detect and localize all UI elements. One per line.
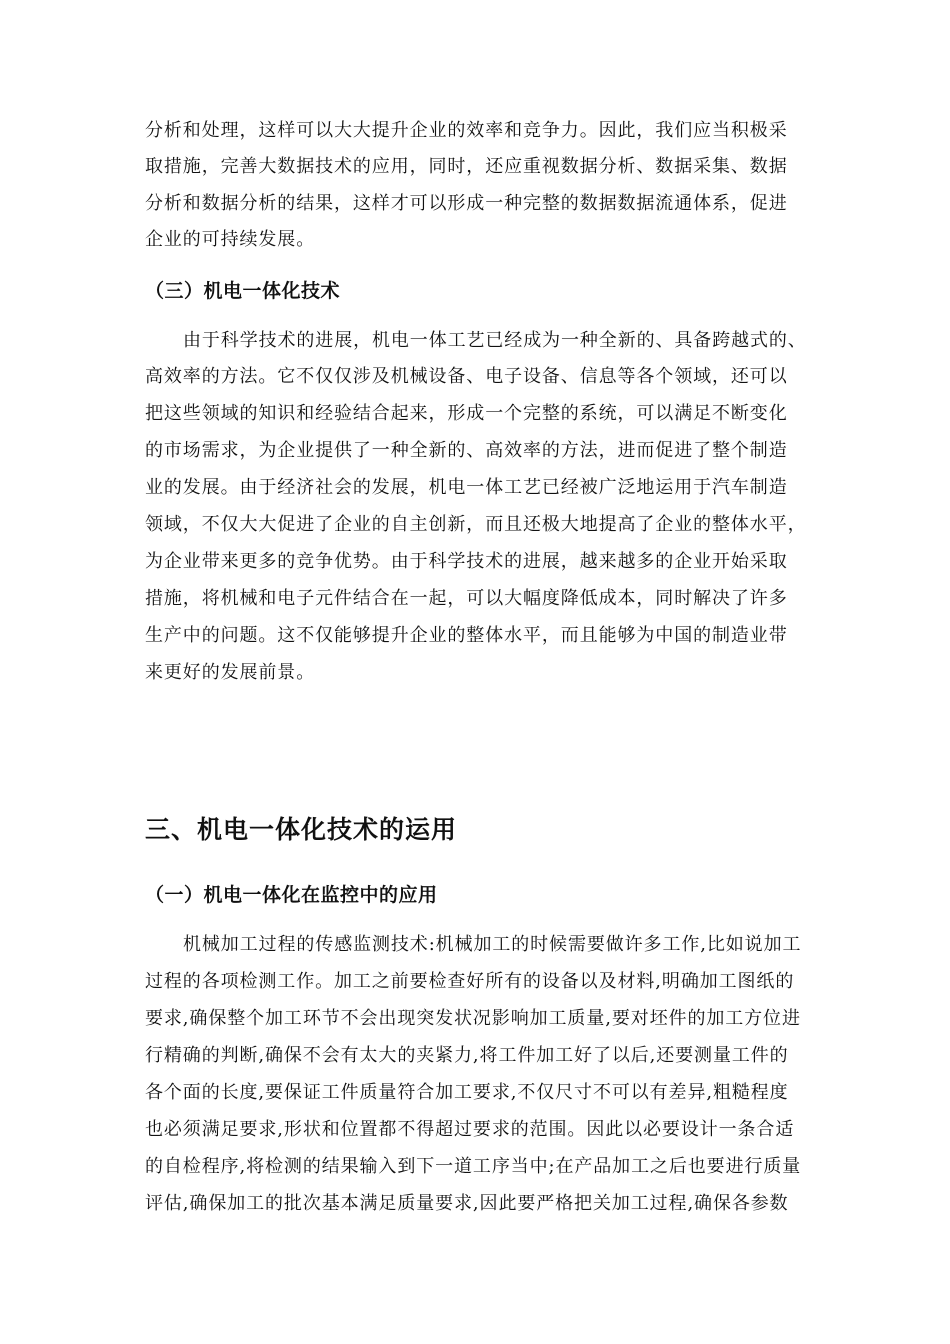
paragraph-line: 来更好的发展前景。 bbox=[145, 662, 316, 683]
paragraph-line: 分析和处理，这样可以大大提升企业的效率和竞争力。因此，我们应当积极采 bbox=[145, 120, 788, 141]
paragraph-line: 分析和数据分析的结果，这样才可以形成一种完整的数据数据流通体系，促进 bbox=[145, 193, 788, 214]
paragraph-line: 过程的各项检测工作。加工之前要检查好所有的设备以及材料,明确加工图纸的 bbox=[145, 971, 795, 992]
paragraph-line: 生产中的问题。这不仅能够提升企业的整体水平，而且能够为中国的制造业带 bbox=[145, 625, 788, 646]
paragraph-line: 取措施，完善大数据技术的应用，同时，还应重视数据分析、数据采集、数据 bbox=[145, 156, 788, 177]
paragraph-line: 要求,确保整个加工环节不会出现突发状况影响加工质量,要对坯件的加工方位进 bbox=[145, 1008, 801, 1029]
paragraph-line: 领域，不仅大大促进了企业的自主创新，而且还极大地提高了企业的整体水平， bbox=[145, 514, 807, 535]
section-heading-3: （三）机电一体化技术 bbox=[145, 280, 341, 302]
paragraph-line: 机械加工过程的传感监测技术:机械加工的时候需要做许多工作,比如说加工 bbox=[183, 934, 802, 955]
paragraph-line: 业的发展。由于经济社会的发展，机电一体工艺已经被广泛地运用于汽车制造 bbox=[145, 477, 788, 498]
chapter-heading: 三、机电一体化技术的运用 bbox=[145, 815, 458, 844]
paragraph-line: 的自检程序,将检测的结果输入到下一道工序当中;在产品加工之后也要进行质量 bbox=[145, 1156, 802, 1177]
section-heading-1: （一）机电一体化在监控中的应用 bbox=[145, 884, 438, 906]
paragraph-line: 各个面的长度,要保证工件质量符合加工要求,不仅尺寸不可以有差异,粗糙程度 bbox=[145, 1082, 789, 1103]
paragraph-line: 把这些领域的知识和经验结合起来，形成一个完整的系统，可以满足不断变化 bbox=[145, 403, 788, 424]
paragraph-line: 为企业带来更多的竞争优势。由于科学技术的进展，越来越多的企业开始采取 bbox=[145, 551, 788, 572]
paragraph-line: 行精确的判断,确保不会有太大的夹紧力,将工件加工好了以后,还要测量工件的 bbox=[145, 1045, 789, 1066]
paragraph-line: 企业的可持续发展。 bbox=[145, 229, 316, 250]
paragraph-line: 高效率的方法。它不仅仅涉及机械设备、电子设备、信息等各个领域，还可以 bbox=[145, 366, 788, 387]
paragraph-line: 措施，将机械和电子元件结合在一起，可以大幅度降低成本，同时解决了许多 bbox=[145, 588, 788, 609]
paragraph-line: 由于科学技术的进展，机电一体工艺已经成为一种全新的、具备跨越式的、 bbox=[183, 330, 807, 351]
paragraph-line: 的市场需求，为企业提供了一种全新的、高效率的方法，进而促进了整个制造 bbox=[145, 440, 788, 461]
paragraph-line: 也必须满足要求,形状和位置都不得超过要求的范围。因此以必要设计一条合适 bbox=[145, 1119, 795, 1140]
paragraph-line: 评估,确保加工的批次基本满足质量要求,因此要严格把关加工过程,确保各参数 bbox=[145, 1193, 789, 1214]
